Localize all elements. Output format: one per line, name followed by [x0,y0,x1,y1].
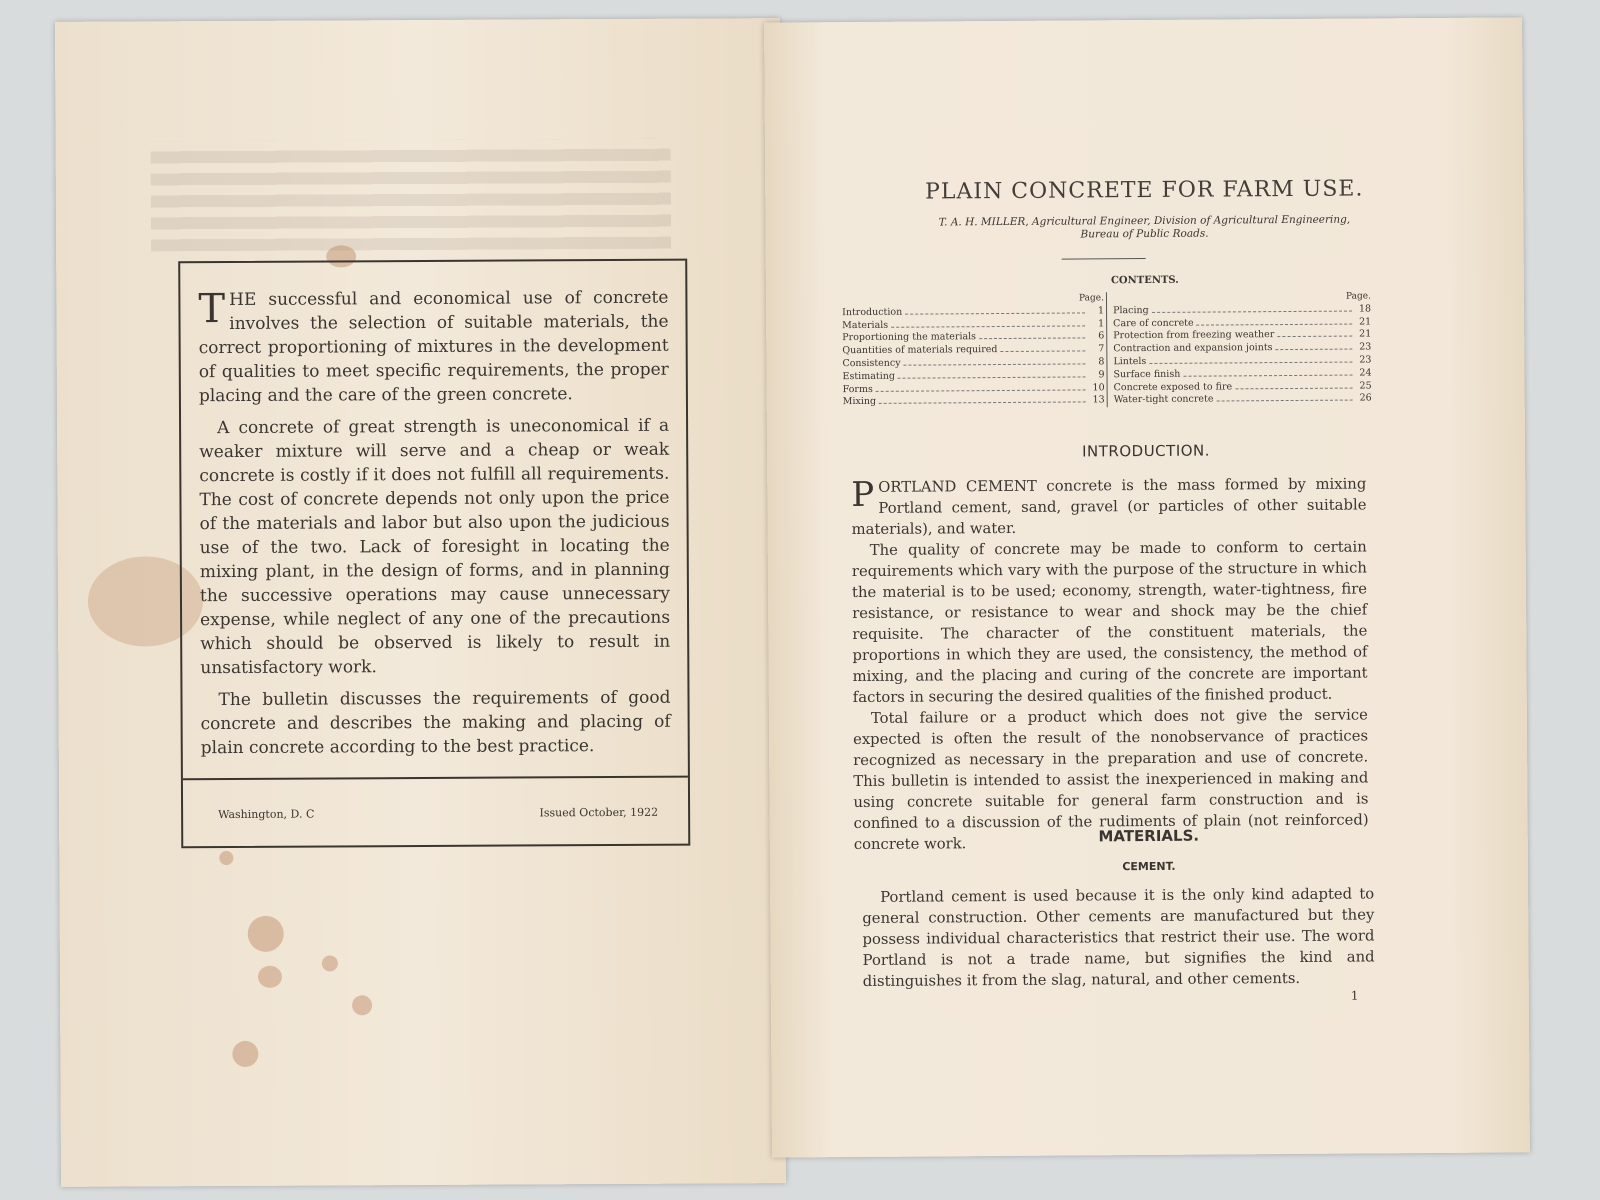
cement-text [862,883,1375,992]
toc-entry-page: 10 [1092,381,1105,393]
stain [258,966,282,988]
toc-leader-dots [1152,309,1352,312]
toc-entry [843,395,1105,410]
toc-entry-title: Concrete exposed to fire [1113,380,1233,393]
footer-issue-date: Issued October, 1922 [539,805,659,820]
stain [352,995,372,1015]
toc-page-label: Page. [1345,291,1372,302]
page-number: 1 [1350,988,1359,1003]
toc-entry-page: 24 [1359,367,1372,379]
intro-paragraph-1: PORTLAND CEMENT concrete is the mass formed by mixing Portland cement, sand, gravel (or particles of other suitable materials), and water. [851,474,1367,539]
toc-entry-title: Contraction and expansion joints [1113,342,1273,355]
toc-leader-dots [898,375,1086,378]
intro-paragraph-3: Total failure or a product which does not give the service expected is often the result of the nonobservance of practices recognized as necessary in the preparation and use of concrete. This bulletin is intended to assist the inexperienced in making and using concrete suitable for general farm construction and is confined to a discussion of the rudiments of plain (not reinforced) concrete work. [852,706,1369,854]
toc-leader-dots [1149,361,1352,364]
cement-heading: CEMENT. [1122,859,1176,874]
toc-entry-page: 9 [1098,369,1105,381]
toc-entry-title: Placing [1113,304,1149,317]
toc-entry-title: Forms [842,383,873,395]
footer-place: Washington, D. C [218,807,315,822]
divider [1062,258,1146,260]
toc-leader-dots [1277,335,1352,338]
toc-leader-dots [1276,348,1353,351]
cement-paragraph: Portland cement is used because it is the only kind adapted to general construction. Other cements are manufactured but they possess individual characteristics that restrict their use. The word Portland is not a trade name, but signifies the kind and distinguishes it from the slag, natural, and other cements. [862,885,1375,990]
toc-entry-page: 23 [1359,354,1372,366]
toc-left-column [842,292,1105,409]
document-title: PLAIN CONCRETE FOR FARM USE. [924,176,1364,205]
toc-entry-page: 13 [1092,394,1105,406]
stain [322,955,338,971]
divider [183,776,688,781]
toc-leader-dots [979,337,1085,340]
toc-entry-title: Care of concrete [1113,317,1194,329]
toc-entry-title: Surface finish [1113,368,1181,381]
intro-paragraph-2: The quality of concrete may be made to conform to certain requirements which vary with the purpose of the structure in which the material is to be used; economy, strength, water-tightness, fire resistance, or resistance to wear and shock may be the chief requisite. The character of the constituent materials, the proportions in which they are used, the consistency, the method of mixing, and the placing and curing of the concrete are important factors in securing the desired qualities of the finished product. [851,538,1368,707]
toc-leader-dots [1216,399,1352,402]
author-line [765,212,1523,243]
bleed-through-text [151,139,672,252]
toc-leader-dots [1000,350,1085,353]
toc-entry-title: Water-tight concrete [1113,393,1214,406]
drop-cap: T [198,286,226,333]
toc-leader-dots [879,401,1086,404]
stain [232,1041,258,1067]
introduction-heading: INTRODUCTION. [1082,441,1211,461]
stain [248,916,284,952]
toc-entry-title: Consistency [842,357,901,370]
stain [219,851,233,865]
toc-entry-page: 6 [1098,330,1105,342]
toc-entry-page: 25 [1359,380,1372,392]
toc-leader-dots [904,362,1086,365]
author-line-2: Bureau of Public Roads. [1080,227,1209,241]
introduction-text [851,473,1369,855]
toc-entry-page: 7 [1098,343,1105,355]
materials-heading: MATERIALS. [1098,826,1200,846]
toc-leader-dots [905,311,1085,314]
toc-leader-dots [1235,386,1353,389]
toc-entry-page: 1 [1097,305,1105,317]
summary-paragraph-1: THE successful and economical use of concrete involves the selection of suitable materials, the correct proportioning of mixtures in the development of qualities to meet specific requirements, the proper placing and the care of the green concrete. [198,286,669,407]
toc-page-label: Page. [1078,293,1105,304]
toc-entry-title: Quantities of materials required [842,344,998,357]
toc-entry-page: 21 [1359,328,1372,340]
toc-leader-dots [891,324,1085,327]
summary-text [198,286,671,768]
drop-cap: P [851,474,875,516]
summary-paragraph-3: The bulletin discusses the requirements of good concrete and describes the making and placing of plain concrete according to the best practice. [200,687,671,759]
toc-entry-title: Lintels [1113,355,1147,368]
toc-entry [1114,393,1372,408]
toc-right-column [1106,290,1372,407]
toc-entry-page: 26 [1359,392,1372,404]
toc-leader-dots [1197,322,1353,325]
summary-paragraph-2: A concrete of great strength is uneconomical if a weaker mixture will serve and a cheap or weak concrete is costly if it does not fulfill all requirements. The cost of concrete depends not only upon the price of the materials and labor but also upon the judicious use of the two. Lack of foresight in locating the mixing plant, in the design of forms, and in planning the successive operations may cause unnecessary expense, while neglect of any one of the precautions which should be observed is likely to result in unsatisfactory work. [199,415,671,679]
toc-entry-page: 1 [1098,317,1105,329]
toc-entry-title: Proportioning the materials [842,331,977,344]
toc-entry-page: 18 [1358,303,1372,315]
contents-heading: CONTENTS. [1110,274,1179,287]
toc-leader-dots [876,388,1086,391]
summary-box [178,259,690,849]
toc-entry-page: 23 [1359,341,1372,353]
toc-entry-page: 21 [1359,316,1372,328]
toc-entry-title: Introduction [842,306,903,318]
toc-leader-dots [1183,373,1352,376]
left-page [55,18,786,1187]
right-page [764,17,1530,1157]
toc-entry-page: 8 [1098,356,1105,368]
toc-entry-title: Estimating [842,370,895,382]
toc-entry-title: Protection from freezing weather [1113,329,1275,342]
toc-entry-title: Materials [842,319,889,331]
author-line-1: T. A. H. MILLER, Agricultural Engineer, Division of Agricultural Engineering, [938,213,1351,229]
toc-entry-title: Mixing [842,396,877,408]
